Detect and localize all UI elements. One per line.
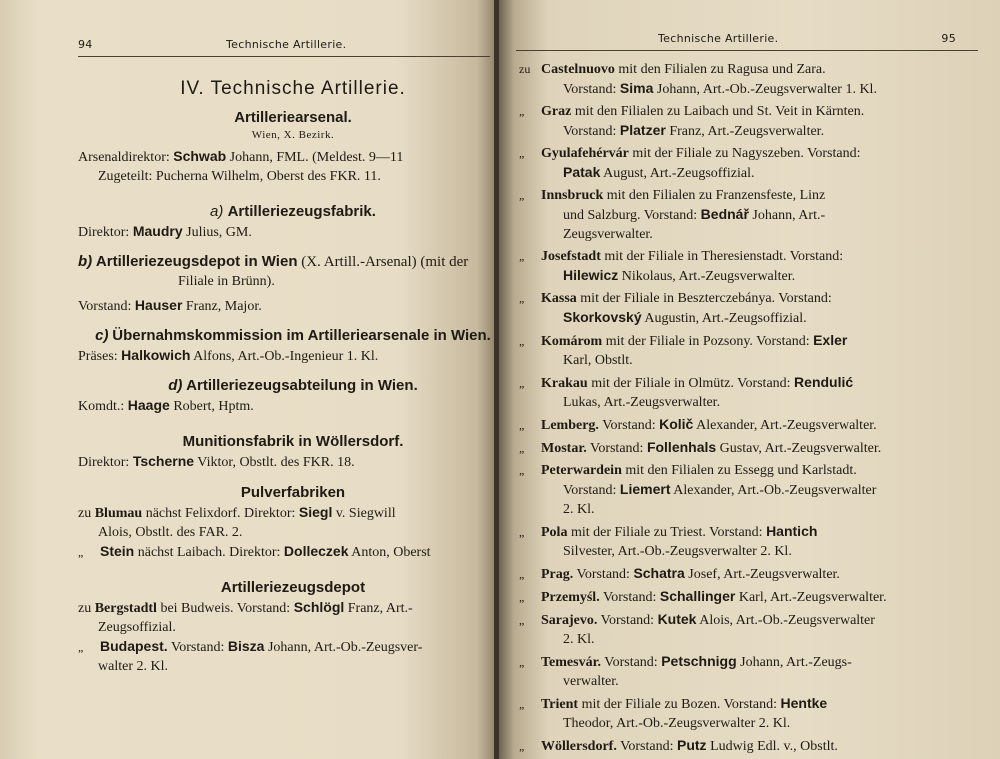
entry-text: mit der Filiale in Theresienstadt. Vorstand: bbox=[604, 249, 844, 264]
depot-entry-line2: Vorstand: Liemert Alexander, Art.-Ob.-Zeugsverwalter bbox=[563, 481, 877, 498]
entry-place: Prag. bbox=[541, 567, 574, 582]
depot-entry-line1 bbox=[519, 461, 979, 480]
left-running-head: Technische Artillerie. bbox=[226, 38, 347, 51]
entry-place: Graz bbox=[541, 104, 572, 119]
entry-prefix: „ bbox=[519, 613, 525, 627]
entry-prefix: „ bbox=[519, 697, 525, 711]
entry-prefix: „ bbox=[519, 590, 525, 604]
depot-heading: Artilleriezeugsdepot bbox=[220, 579, 366, 596]
entry-prefix: „ bbox=[519, 567, 525, 581]
entry-text: Vorstand: bbox=[600, 613, 655, 628]
depot-entry-line2: Hilewicz Nikolaus, Art.-Zeugsverwalter. bbox=[563, 267, 796, 284]
entry-text: Vorstand: bbox=[602, 418, 656, 433]
right-column bbox=[519, 60, 979, 759]
section-b-line2: Filiale in Brünn). bbox=[178, 274, 275, 289]
depot-entry bbox=[519, 102, 979, 141]
entry-place: Innsbruck bbox=[541, 188, 604, 203]
entry-prefix: „ bbox=[519, 525, 525, 539]
entry-text: mit der Filiale zu Bozen. Vorstand: bbox=[581, 697, 778, 712]
depot-entry-line1 bbox=[519, 652, 979, 672]
entry-text: Vorstand: bbox=[620, 739, 674, 754]
depot-entry-line2: Theodor, Art.-Ob.-Zeugsverwalter 2. Kl. bbox=[563, 716, 791, 731]
depot-entry bbox=[519, 331, 979, 370]
entry-prefix: „ bbox=[519, 188, 525, 202]
depot-entry-line2: Vorstand: Sima Johann, Art.-Ob.-Zeugsverwalter 1. Kl. bbox=[563, 80, 877, 97]
arsenal-assigned: Zugeteilt: Pucherna Wilhelm, Oberst des FKR. 11. bbox=[98, 169, 381, 184]
entry-rest: Karl, Art.-Zeugsverwalter. bbox=[738, 590, 887, 605]
depot-entry-line1 bbox=[519, 289, 979, 308]
entry-rest: Ludwig Edl. v., Obstlt. bbox=[710, 739, 838, 754]
entry-text: mit den Filialen zu Franzensfeste, Linz bbox=[606, 188, 826, 203]
right-page-number: 95 bbox=[941, 32, 956, 45]
entry-place: Kassa bbox=[541, 291, 577, 306]
depot-entry bbox=[519, 564, 979, 584]
entry-rest: Josef, Art.-Zeugsverwalter. bbox=[688, 567, 840, 582]
entry-text: Vorstand: bbox=[604, 655, 658, 670]
entry-place: Komárom bbox=[541, 334, 603, 349]
depot-entry-line1 bbox=[519, 331, 979, 351]
depot-entry bbox=[519, 522, 979, 561]
munition-director: Direktor: Tscherne Viktor, Obstlt. des FKR. 18. bbox=[78, 453, 355, 470]
entry-name: Schatra bbox=[633, 565, 685, 581]
depot-entry-line1 bbox=[519, 438, 979, 458]
entry-name: Kutek bbox=[657, 611, 697, 627]
entry-prefix: „ bbox=[519, 418, 525, 432]
powder-entry-blumau-line2: Alois, Obstlt. des FAR. 2. bbox=[98, 525, 243, 540]
entry-prefix: zu bbox=[519, 62, 531, 76]
entry-rest: Alois, Art.-Ob.-Zeugsverwalter bbox=[699, 613, 875, 628]
depot-entry-line2: Karl, Obstlt. bbox=[563, 353, 633, 368]
depot-entry-line1 bbox=[519, 144, 979, 163]
section-b-head: Vorstand: Hauser Franz, Major. bbox=[78, 297, 262, 314]
entry-prefix: „ bbox=[519, 441, 525, 455]
entry-name: Putz bbox=[677, 737, 707, 753]
entry-prefix: „ bbox=[519, 463, 525, 477]
depot-entry-line1 bbox=[519, 610, 979, 630]
right-running-head: Technische Artillerie. bbox=[658, 32, 779, 45]
entry-prefix: „ bbox=[519, 291, 525, 305]
entry-place: Krakau bbox=[541, 376, 588, 391]
depot-entry-budapest-line2: walter 2. Kl. bbox=[98, 659, 168, 674]
entry-text: mit der Filiale zu Triest. Vorstand: bbox=[570, 525, 763, 540]
entry-place: Josefstadt bbox=[541, 249, 601, 264]
entry-place: Przemyśl. bbox=[541, 590, 600, 605]
entry-rest: Johann, Art.-Zeugs- bbox=[740, 655, 852, 670]
arsenal-location: Wien, X. Bezirk. bbox=[251, 129, 335, 141]
entry-prefix: „ bbox=[519, 146, 525, 160]
depot-entry-line2: Patak August, Art.-Zeugsoffizial. bbox=[563, 164, 755, 181]
depot-entry bbox=[519, 694, 979, 733]
depot-entry bbox=[519, 289, 979, 328]
entry-place: Trient bbox=[541, 697, 579, 712]
entry-name: Hantich bbox=[766, 523, 818, 539]
depot-entry-line2: Skorkovský Augustin, Art.-Zeugsoffizial. bbox=[563, 309, 807, 326]
depot-entry bbox=[519, 415, 979, 435]
depot-entry bbox=[519, 373, 979, 412]
depot-entry-line1 bbox=[519, 587, 979, 607]
depot-entry bbox=[519, 438, 979, 458]
entry-text: mit den Filialen zu Ragusa und Zara. bbox=[618, 62, 826, 77]
entry-text: mit den Filialen zu Essegg und Karlstadt. bbox=[625, 463, 857, 478]
depot-entry-line1 bbox=[519, 694, 979, 714]
depot-entry-line1 bbox=[519, 186, 979, 205]
entry-name: Schallinger bbox=[659, 588, 736, 604]
entry-name: Rendulić bbox=[794, 374, 854, 390]
entry-text: mit der Filiale in Beszterczebánya. Vorstand: bbox=[580, 291, 832, 306]
entry-name: Hentke bbox=[780, 695, 828, 711]
depot-entry-line1 bbox=[519, 247, 979, 266]
depot-entry-budapest: „ Budapest. Vorstand: Bisza Johann, Art.-Ob.-Zeugsver- bbox=[78, 638, 423, 655]
entry-text: mit der Filiale zu Nagyszeben. Vorstand: bbox=[632, 146, 861, 161]
arsenal-heading: Artilleriearsenal. bbox=[234, 109, 352, 126]
left-column bbox=[78, 66, 497, 676]
entry-text: Vorstand: bbox=[590, 441, 644, 456]
arsenal-director: Arsenaldirektor: Schwab Johann, FML. (Meldest. 9—11 bbox=[78, 148, 404, 165]
entry-name: Exler bbox=[813, 332, 848, 348]
entry-prefix: „ bbox=[519, 739, 525, 753]
entry-place: Pola bbox=[541, 525, 568, 540]
section-a-director: Direktor: Maudry Julius, GM. bbox=[78, 223, 252, 240]
depot-entry-line1 bbox=[519, 373, 979, 393]
section-c-heading: c) Übernahmskommission im Artilleriearsenale in Wien. bbox=[95, 327, 491, 344]
depot-entry bbox=[519, 461, 979, 519]
depot-entry-bergstadtl-line2: Zeugsoffizial. bbox=[98, 620, 176, 635]
chapter-title: IV. Technische Artillerie. bbox=[180, 78, 406, 99]
depot-entry-bergstadtl: zu Bergstadtl bei Budweis. Vorstand: Schlögl Franz, Art.- bbox=[78, 599, 413, 616]
section-c-head: Präses: Halkowich Alfons, Art.-Ob.-Ingenieur 1. Kl. bbox=[78, 347, 379, 364]
depot-entry bbox=[519, 247, 979, 286]
depot-entry bbox=[519, 60, 979, 99]
section-d-heading: d) Artilleriezeugsabteilung in Wien. bbox=[168, 377, 418, 394]
entry-place: Temesvár. bbox=[541, 655, 602, 670]
entry-name: Follenhals bbox=[646, 439, 717, 455]
entry-name: Količ bbox=[659, 416, 694, 432]
depot-entry-line1 bbox=[519, 102, 979, 121]
entry-rest: Gustav, Art.-Zeugsverwalter. bbox=[719, 441, 882, 456]
depot-entry-line3: 2. Kl. bbox=[563, 632, 595, 647]
depot-entry-line3: verwalter. bbox=[563, 674, 619, 689]
entry-prefix: „ bbox=[519, 655, 525, 669]
entry-place: Peterwardein bbox=[541, 463, 622, 478]
entry-place: Sarajevo. bbox=[541, 613, 598, 628]
entry-text: Vorstand: bbox=[602, 590, 657, 605]
depot-entry-line1 bbox=[519, 60, 979, 79]
depot-entry-line2: und Salzburg. Vorstand: Bednář Johann, Art.- bbox=[563, 206, 826, 223]
entry-place: Mostar. bbox=[541, 441, 587, 456]
depot-entry bbox=[519, 186, 979, 244]
entry-place: Wöllersdorf. bbox=[541, 739, 617, 754]
depot-entry-line1 bbox=[519, 522, 979, 542]
entry-name: Petschnigg bbox=[661, 653, 737, 669]
powder-heading: Pulverfabriken bbox=[240, 484, 346, 501]
entry-prefix: „ bbox=[519, 104, 525, 118]
depot-entry-line2: Vorstand: Platzer Franz, Art.-Zeugsverwalter. bbox=[563, 122, 825, 139]
depot-entry bbox=[519, 736, 979, 756]
entry-text: mit der Filiale in Pozsony. Vorstand: bbox=[605, 334, 810, 349]
depot-entry bbox=[519, 587, 979, 607]
entry-prefix: „ bbox=[519, 249, 525, 263]
entry-text: mit den Filialen zu Laibach und St. Veit in Kärnten. bbox=[574, 104, 865, 119]
left-running-header bbox=[78, 38, 490, 57]
entry-place: Gyulafehérvár bbox=[541, 146, 629, 161]
entry-prefix: „ bbox=[519, 376, 525, 390]
munition-heading: Munitionsfabrik in Wöllersdorf. bbox=[182, 433, 404, 450]
section-d-head: Komdt.: Haage Robert, Hptm. bbox=[78, 397, 254, 414]
entry-text: Vorstand: bbox=[576, 567, 630, 582]
left-page bbox=[0, 0, 497, 759]
depot-entry-line1 bbox=[519, 564, 979, 584]
section-a-heading: a) Artilleriezeugsfabrik. bbox=[210, 203, 376, 220]
depot-entry-line1 bbox=[519, 415, 979, 435]
depot-entry-line2: Lukas, Art.-Zeugsverwalter. bbox=[563, 395, 721, 410]
right-page bbox=[499, 0, 1000, 759]
entry-text: mit der Filiale in Olmütz. Vorstand: bbox=[591, 376, 791, 391]
depot-entry-line3: 2. Kl. bbox=[563, 502, 595, 517]
depot-entry-line1 bbox=[519, 736, 979, 756]
entry-prefix: „ bbox=[519, 334, 525, 348]
entry-place: Lemberg. bbox=[541, 418, 599, 433]
left-page-number: 94 bbox=[78, 38, 93, 51]
depot-entry bbox=[519, 610, 979, 649]
right-running-header bbox=[516, 32, 978, 51]
depot-entry-line3: Zeugsverwalter. bbox=[563, 227, 653, 242]
entry-place: Castelnuovo bbox=[541, 62, 615, 77]
depot-entry-line2: Silvester, Art.-Ob.-Zeugsverwalter 2. Kl. bbox=[563, 544, 792, 559]
depot-entry bbox=[519, 652, 979, 691]
powder-entry-stein: „ Stein nächst Laibach. Direktor: Dolleczek Anton, Oberst bbox=[78, 543, 431, 560]
section-b-heading: b) Artilleriezeugsdepot in Wien (X. Artill.-Arsenal) (mit der bbox=[78, 253, 469, 270]
depot-entry bbox=[519, 144, 979, 183]
powder-entry-blumau: zu Blumau nächst Felixdorf. Direktor: Siegl v. Siegwill bbox=[78, 504, 396, 521]
entry-rest: Alexander, Art.-Zeugsverwalter. bbox=[696, 418, 877, 433]
